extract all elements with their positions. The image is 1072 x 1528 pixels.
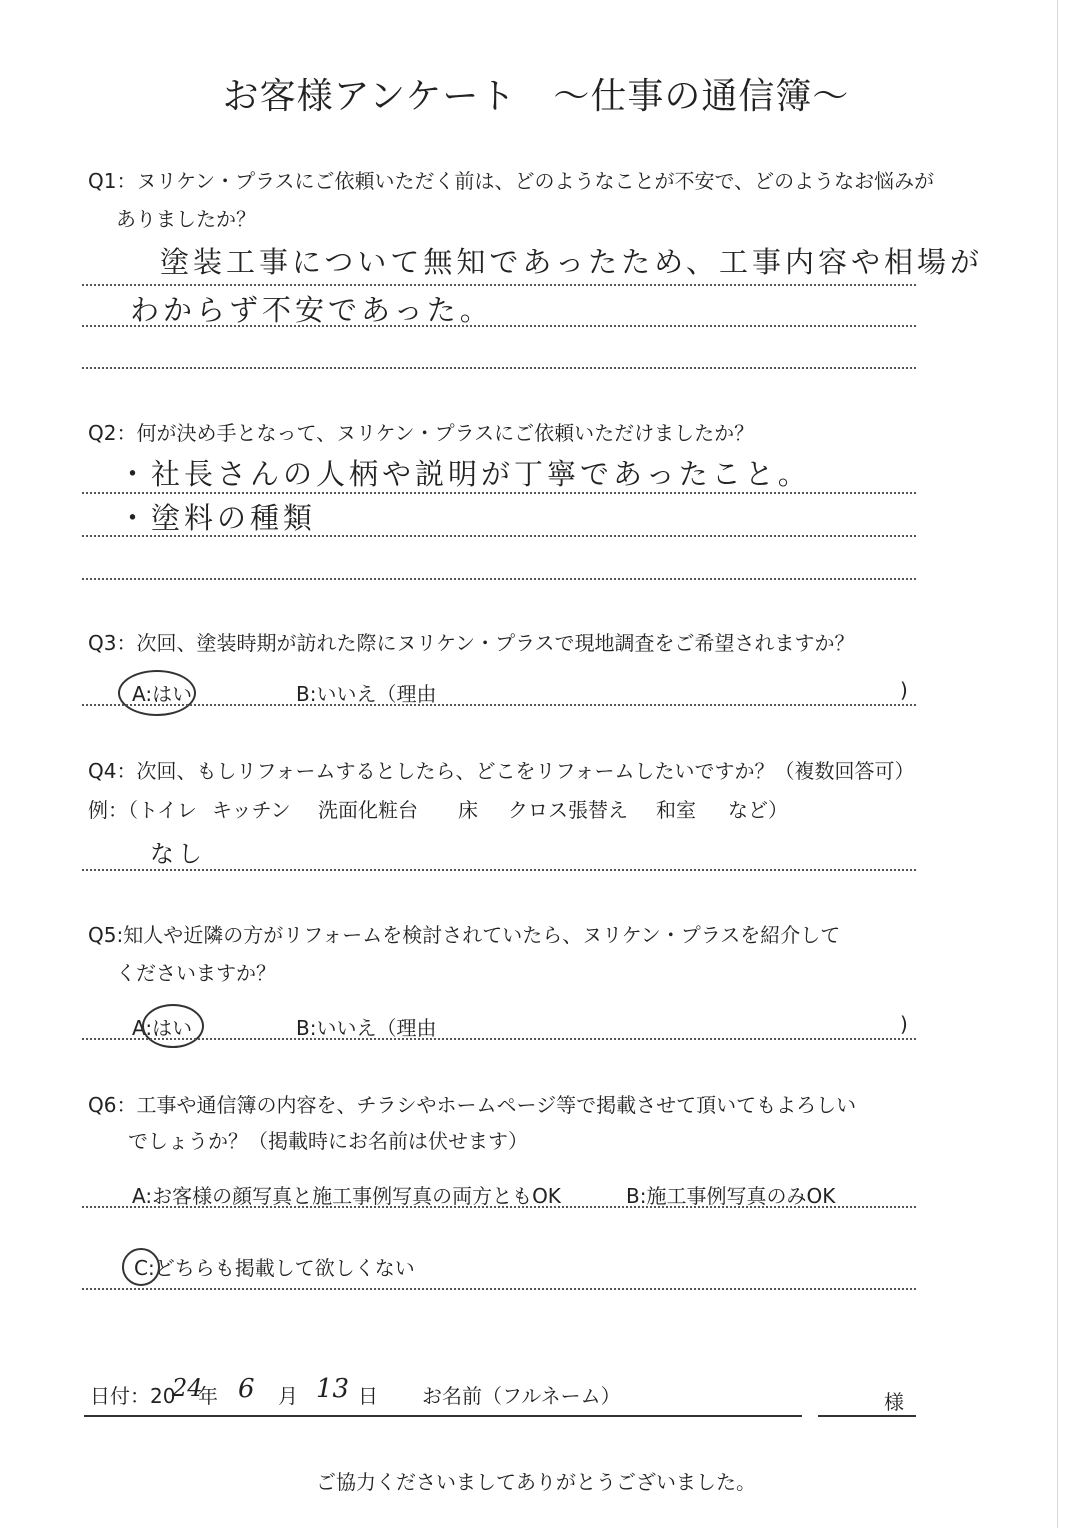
q6-answer-line-1 — [82, 1206, 916, 1208]
q5-option-a[interactable]: A:はい — [132, 1016, 193, 1040]
q3-question: Q3：次回、塗装時期が訪れた際にヌリケン・プラスで現地調査をご希望されますか？ — [88, 631, 855, 655]
q6-question-line2: でしょうか？（掲載時にお名前は伏せます） — [128, 1129, 528, 1153]
q5-question-line2: くださいますか？ — [116, 961, 276, 985]
scan-edge-line — [1057, 0, 1058, 1528]
q3-option-a[interactable]: A:はい — [132, 682, 193, 706]
q1-answer-line-1 — [82, 284, 916, 286]
name-label: お名前（フルネーム） — [422, 1384, 621, 1408]
page-title: お客様アンケート ～仕事の通信簿～ — [222, 76, 850, 117]
q6-option-a[interactable]: A:お客様の顔写真と施工事例写真の両方ともOK — [132, 1184, 561, 1208]
q3-answer-line — [82, 704, 916, 706]
q2-question: Q2：何が決め手となって、ヌリケン・プラスにご依頼いただけましたか？ — [88, 421, 755, 445]
q6-option-c[interactable]: C:どちらも掲載して欲しくない — [134, 1256, 415, 1280]
q6-question-line1: Q6：工事や通信簿の内容を、チラシやホームページ等で掲載させて頂いてもよろしい — [88, 1093, 857, 1117]
q4-example-kitchen: キッチン — [212, 798, 291, 822]
q3-reason-close: ) — [900, 678, 908, 702]
date-year-unit: 年 — [198, 1384, 218, 1408]
q6-answer-line-2 — [82, 1288, 916, 1290]
q5-selection-circle — [142, 1004, 204, 1048]
q4-example-washitsu: 和室 — [656, 798, 696, 822]
q4-examples-prefix: 例：（トイレ — [88, 798, 197, 822]
q1-question-line1: Q1：ヌリケン・プラスにご依頼いただく前は、どのようなことが不安で、どのようなお悩みが — [88, 169, 935, 193]
q5-option-b[interactable]: B:いいえ（理由 — [296, 1016, 437, 1040]
date-name-underline — [84, 1415, 802, 1417]
q2-answer-line2: ・塗料の種類 — [118, 501, 317, 535]
q6-selection-circle — [122, 1248, 160, 1286]
q4-example-washstand: 洗面化粧台 — [318, 798, 418, 822]
q4-example-floor: 床 — [458, 798, 478, 822]
q1-answer-line2: わからず不安であった。 — [130, 293, 493, 327]
thank-you-footer: ご協力くださいましてありがとうございました。 — [316, 1470, 756, 1494]
q1-question-line2: ありましたか？ — [116, 207, 256, 231]
q5-reason-close: ) — [900, 1012, 908, 1036]
q2-answer-line-1 — [82, 492, 916, 494]
q4-example-cloth: クロス張替え — [508, 798, 628, 822]
date-year-handwritten: 24 — [172, 1374, 203, 1402]
date-label: 日付：20 — [90, 1384, 176, 1408]
date-month-handwritten: 6 — [238, 1374, 255, 1404]
q1-answer-line1: 塗装工事について無知であったため、工事内容や相場が — [160, 245, 983, 279]
q3-option-b[interactable]: B:いいえ（理由 — [296, 682, 437, 706]
name-suffix: 様 — [884, 1390, 904, 1414]
date-day-unit: 日 — [358, 1384, 378, 1408]
q1-answer-line-2 — [82, 325, 916, 327]
date-month-unit: 月 — [278, 1384, 298, 1408]
q5-answer-line — [82, 1038, 916, 1040]
q1-answer-line-3 — [82, 367, 916, 369]
q4-answer: なし — [150, 840, 206, 868]
name-underline-right — [818, 1415, 916, 1417]
q4-examples-suffix: など） — [728, 798, 788, 822]
q5-question-line1: Q5:知人や近隣の方がリフォームを検討されていたら、ヌリケン・プラスを紹介して — [88, 923, 841, 947]
date-day-handwritten: 13 — [316, 1374, 350, 1404]
q2-answer-line-3 — [82, 578, 916, 580]
q2-answer-line-2 — [82, 535, 916, 537]
q3-selection-circle — [118, 670, 196, 716]
q6-option-b[interactable]: B:施工事例写真のみOK — [626, 1184, 836, 1208]
q4-question: Q4：次回、もしリフォームするとしたら、どこをリフォームしたいですか？（複数回答可） — [88, 759, 915, 783]
q2-answer-line1: ・社長さんの人柄や説明が丁寧であったこと。 — [118, 457, 811, 491]
q4-answer-line — [82, 869, 916, 871]
